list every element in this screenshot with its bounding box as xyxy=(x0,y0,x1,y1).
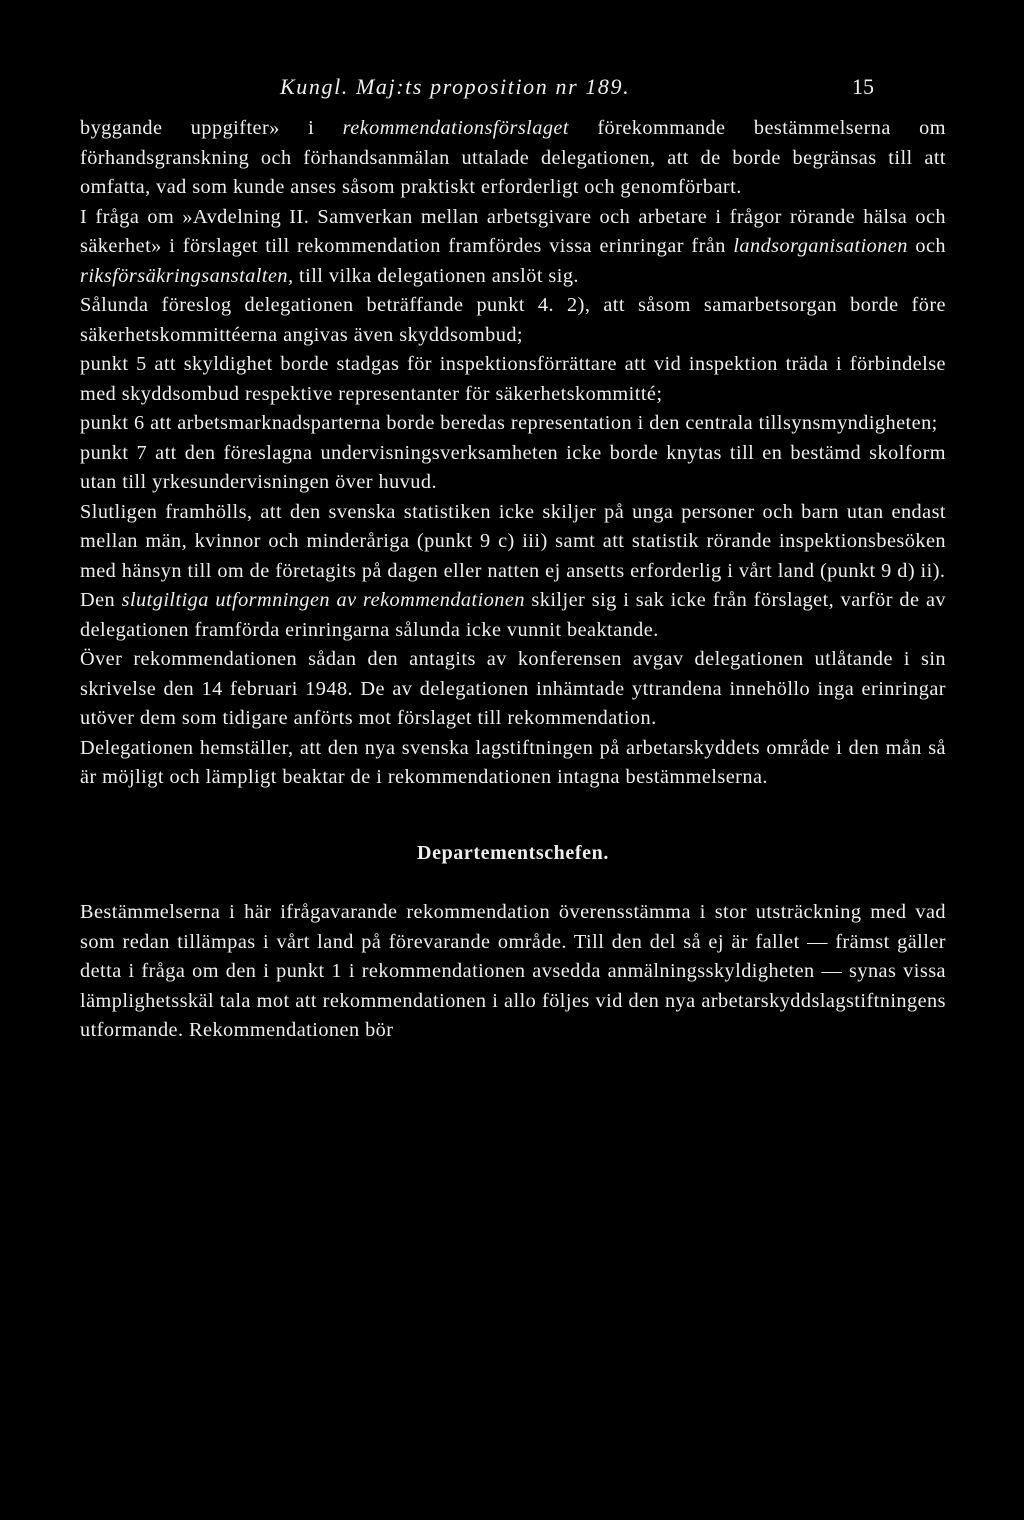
italic-term: landsorganisationen xyxy=(733,235,908,257)
paragraph: Slutligen framhölls, att den svenska statistiken icke skiljer på unga personer och barn utan endast mellan män, kvinnor och minderåriga (punkt 9 c) iii) samt att statistik rörande inspektionsbesöken med hänsyn till om de företagits på dagen eller natten ej ansetts erforderlig i vårt land (punkt 9 d) ii). xyxy=(80,500,946,582)
paragraph: Sålunda föreslog delegationen beträffande punkt 4. 2), att såsom samarbetsorgan borde före säkerhetskommittéerna angivas även skyddsombud; xyxy=(80,294,946,346)
paragraph: Bestämmelserna i här ifrågavarande rekommendation överensstämma i stor utsträckning med vad som redan tillämpas i vårt land på förevarande område. Till den del så ej är fallet — främst gäller detta i fråga om den i punkt 1 i rekommendationen avsedda anmälningsskyldigheten — synas vissa lämplighetsskäl tala mot att rekommendationen i allo följes vid den nya arbetarskyddslagstiftningens utformande. Rekommendationen bör xyxy=(80,901,946,1041)
paragraph: punkt 7 att den föreslagna undervisningsverksamheten icke borde knytas till en bestämd skolform utan till yrkesundervisningen över huvud. xyxy=(80,441,946,493)
paragraph: punkt 5 att skyldighet borde stadgas för inspektionsförrättare att vid inspektion träda i förbindelse med skyddsombud respektive representanter för säkerhetskommitté; xyxy=(80,353,946,405)
paragraph: Över rekommendationen sådan den antagits av konferensen avgav delegationen utlåtande i sin skrivelse den 14 februari 1948. De av delegationen inhämtade yttrandena innehöllo inga erinringar utöver dem som tidigare anförts mot förslaget till rekommendation. xyxy=(80,648,946,729)
section-heading: Departementschefen. xyxy=(417,841,609,864)
paragraph: Delegationen hemställer, att den nya svenska lagstiftningen på arbetarskyddets område i den mån så är möjligt och lämpligt beaktar de i rekommendationen intagna bestämmelserna. xyxy=(80,736,946,788)
running-header xyxy=(0,74,1024,104)
paragraph: I fråga om »Avdelning II. Samverkan mellan arbetsgivare och arbetare i frågor rörande hälsa och säkerhet» i förslaget till rekommendation framfördes vissa erinringar från landsorganisationen och riksförsäkringsanstalten, till vilka delegationen anslöt sig. xyxy=(80,205,947,287)
body-text xyxy=(80,114,946,1046)
italic-term: rekommendationsförslaget xyxy=(342,117,569,139)
italic-term: riksförsäkringsanstalten, xyxy=(80,264,294,287)
paragraph: punkt 6 att arbetsmarknadsparterna borde beredas representation i den centrala tillsynsmyndigheten; xyxy=(80,412,938,434)
header-title: Kungl. Maj:ts proposition nr 189. xyxy=(280,74,631,99)
paragraph: Den slutgiltiga utformningen av rekommendationen skiljer sig i sak icke från förslaget, varför de av delegationen framförda erinringarna sålunda icke vunnit beaktande. xyxy=(80,589,946,641)
italic-term: slutgiltiga utformningen av rekommendationen xyxy=(121,589,525,611)
page-number: 15 xyxy=(852,74,874,99)
paragraph: byggande uppgifter» i rekommendationsförslaget förekommande bestämmelserna om förhandsgranskning och förhandsanmälan uttalade delegationen, att de borde begränsas till att omfatta, vad som kunde anses såsom praktiskt erforderligt och genomförbart. xyxy=(80,117,946,198)
